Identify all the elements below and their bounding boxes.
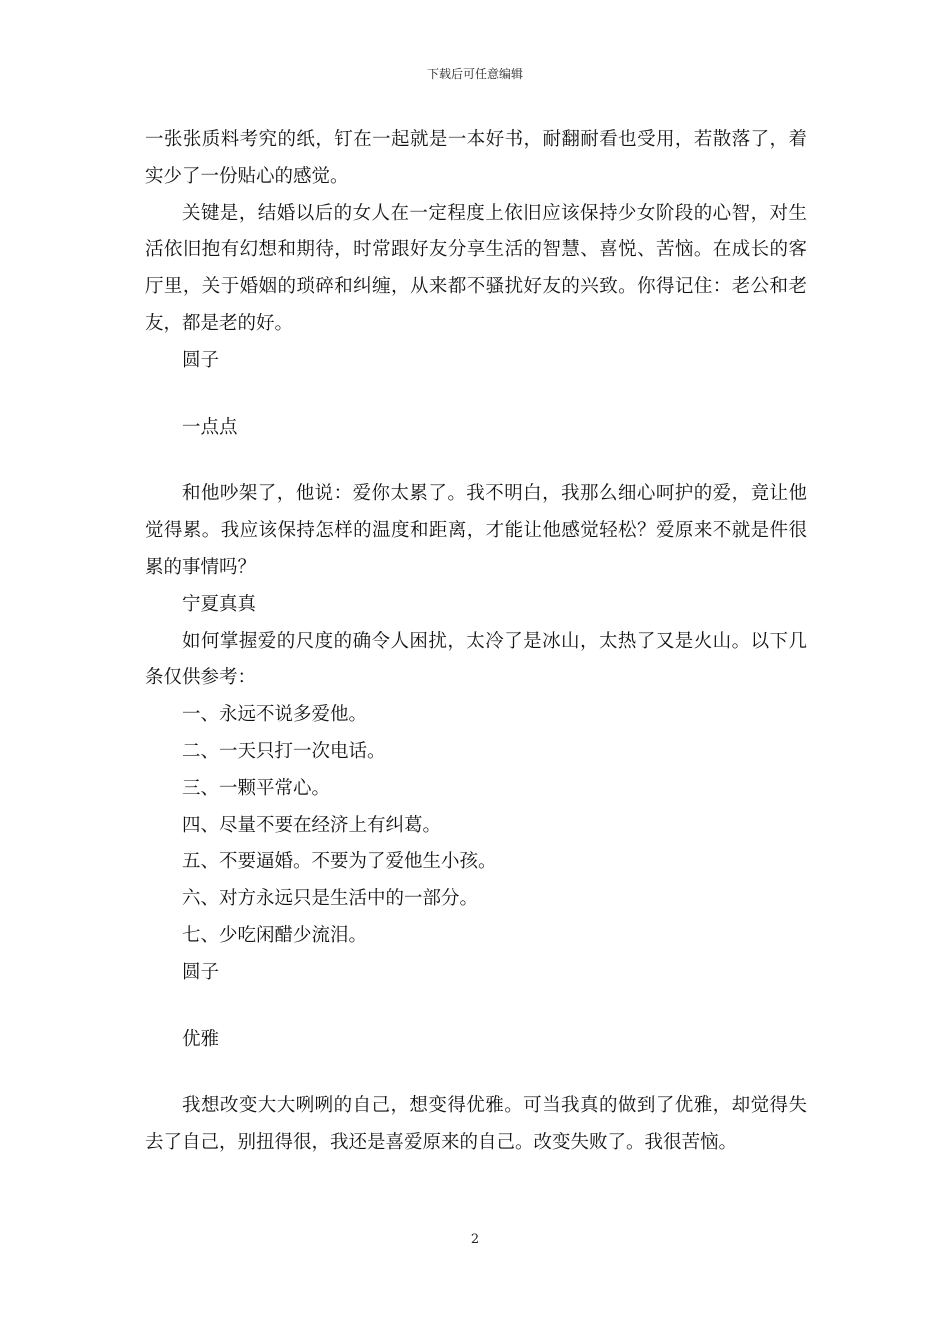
document-body: [145, 122, 807, 1162]
signature-2: 宁夏真真: [182, 593, 257, 615]
list-item: 四、尽量不要在经济上有纠葛。: [182, 814, 442, 836]
page-number: 2: [470, 1232, 480, 1247]
list-item: 一、永远不说多爱他。: [182, 704, 368, 726]
signature-3: 圆子: [182, 961, 220, 983]
paragraph-4: 如何掌握爱的尺度的确令人困扰，太冷了是冰山，太热了又是火山。以下几条仅供参考：: [145, 630, 807, 689]
list-item: 五、不要逼婚。不要为了爱他生小孩。: [182, 851, 497, 873]
paragraph-5: 我想改变大大咧咧的自己，想变得优雅。可当我真的做到了优雅，却觉得失去了自己，别扭得很，我还是喜爱原来的自己。改变失败了。我很苦恼。: [145, 1095, 807, 1154]
paragraph-3: 和他吵架了，他说：爱你太累了。我不明白，我那么细心呵护的爱，竟让他觉得累。我应该保持怎样的温度和距离，才能让他感觉轻松？爱原来不就是件很累的事情吗？: [145, 483, 807, 578]
page-header: 下载后可任意编辑: [426, 67, 523, 81]
section-title-1: 一点点: [182, 416, 238, 438]
list-item: 三、一颗平常心。: [182, 777, 331, 799]
paragraph-2: 关键是，结婚以后的女人在一定程度上依旧应该保持少女阶段的心智，对生活依旧抱有幻想和期待，时常跟好友分享生活的智慧、喜悦、苦恼。在成长的客厅里，关于婚姻的琐碎和纠缠，从来都不骚扰好友的兴致。你得记住：老公和老友，都是老的好。: [145, 202, 807, 334]
signature-1: 圆子: [182, 349, 220, 371]
list-item: 七、少吃闲醋少流泪。: [182, 924, 368, 946]
list-item: 二、一天只打一次电话。: [182, 740, 386, 762]
list-item: 六、对方永远只是生活中的一部分。: [182, 888, 479, 910]
section-title-2: 优雅: [182, 1028, 220, 1050]
paragraph-1: 一张张质料考究的纸，钉在一起就是一本好书，耐翻耐看也受用，若散落了，着实少了一份贴心的感觉。: [145, 129, 807, 187]
